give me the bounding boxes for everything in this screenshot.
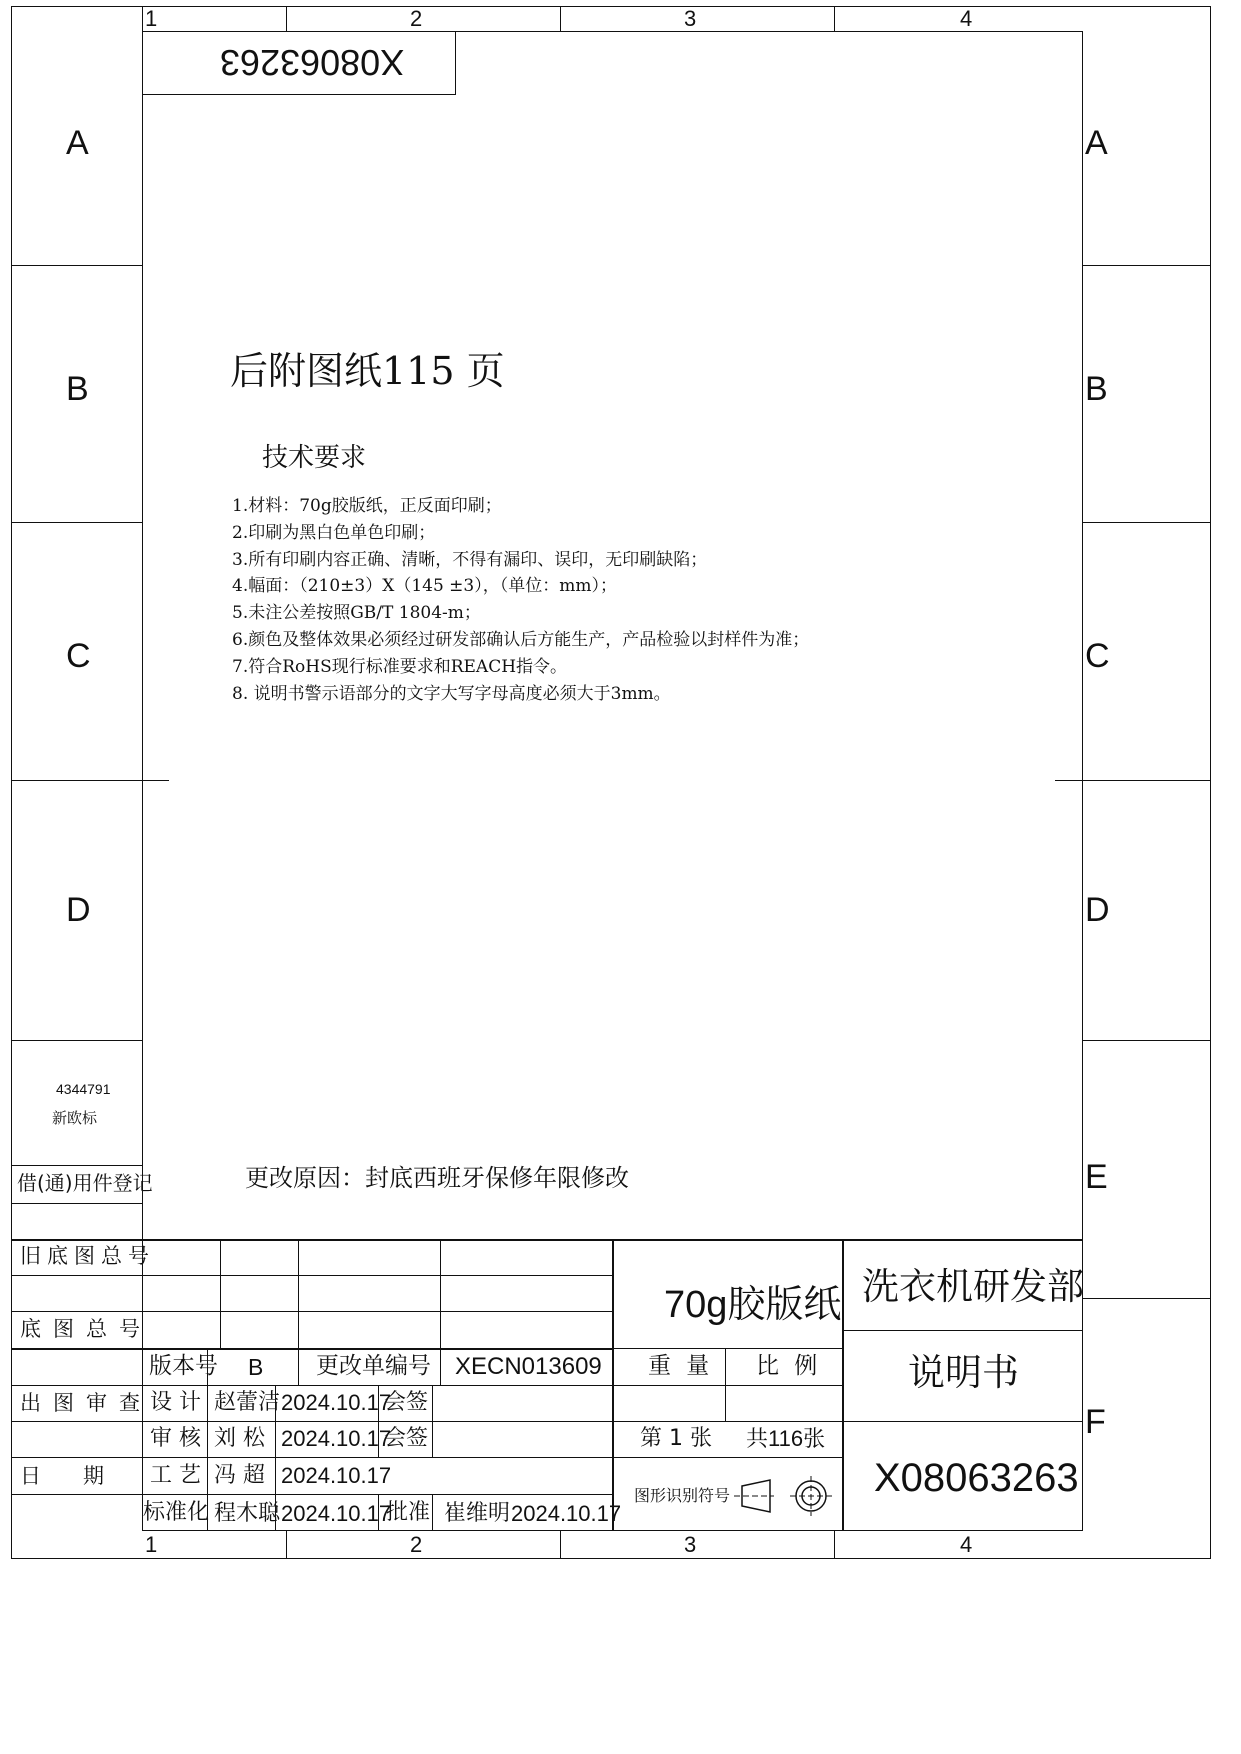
drawing-number-rotated: X08063263 — [220, 42, 405, 83]
countersign-design: 会签 — [384, 1390, 429, 1415]
weight-label: 重 量 — [648, 1353, 714, 1379]
date-label: 日 期 — [20, 1464, 104, 1488]
approver-name: 崔维明 — [444, 1501, 511, 1526]
column-label-4: 4 — [960, 6, 973, 31]
column-label-4-bottom: 4 — [960, 1532, 973, 1557]
side-standard: 新欧标 — [52, 1109, 98, 1127]
version-value: B — [248, 1354, 264, 1380]
document-name: 说明书 — [908, 1351, 1019, 1394]
requirement-item: 3.所有印刷内容正确、清晰，不得有漏印、误印，无印刷缺陷； — [232, 549, 708, 570]
projection-symbol-icon — [730, 1474, 840, 1518]
countersign-review: 会签 — [384, 1426, 429, 1451]
row-label-a: A — [66, 124, 89, 162]
sheet-number: 第 1 张 — [640, 1426, 712, 1451]
role-process: 工 艺 — [150, 1463, 201, 1488]
column-label-2-bottom: 2 — [410, 1532, 423, 1557]
sheet-total: 共116张 — [746, 1426, 826, 1451]
row-label-c-right: C — [1085, 637, 1110, 675]
base-number-label: 底图总号 — [20, 1317, 152, 1341]
drawing-review-label: 出图审查 — [20, 1391, 152, 1415]
requirement-item: 5.未注公差按照GB/T 1804-m； — [232, 603, 481, 624]
date-design: 2024.10.17 — [281, 1390, 392, 1415]
name-standardization: 程木聪 — [214, 1501, 281, 1526]
change-number-value: XECN013609 — [455, 1353, 602, 1380]
row-label-a-right: A — [1085, 124, 1108, 162]
date-review: 2024.10.17 — [281, 1426, 392, 1451]
requirement-item: 2.印刷为黑白色单色印刷； — [232, 522, 436, 543]
column-label-3: 3 — [684, 6, 697, 31]
requirement-item: 6.颜色及整体效果必须经过研发部确认后方能生产，产品检验以封样件为准； — [232, 629, 810, 650]
requirement-item: 4.幅面：（210±3）X（145 ±3），（单位：mm）； — [232, 576, 617, 597]
tech-requirements-heading: 技术要求 — [262, 443, 367, 473]
date-process: 2024.10.17 — [281, 1463, 392, 1488]
role-standardization: 标准化 — [143, 1500, 210, 1525]
symbol-label: 图形识别符号 — [634, 1486, 731, 1505]
row-label-f-right: F — [1085, 1403, 1106, 1441]
requirement-item: 8. 说明书警示语部分的文字大写字母高度必须大于3mm。 — [232, 683, 671, 704]
role-review: 审 核 — [150, 1426, 201, 1451]
name-review: 刘 松 — [214, 1426, 265, 1451]
column-label-2: 2 — [410, 6, 423, 31]
row-label-c: C — [66, 637, 91, 675]
requirement-item: 7.符合RoHS现行标准要求和REACH指令。 — [232, 656, 568, 677]
change-number-label: 更改单编号 — [316, 1353, 431, 1379]
requirement-item: 1.材料：70g胶版纸，正反面印刷； — [232, 496, 502, 516]
name-design: 赵蕾洁 — [214, 1390, 281, 1415]
version-label: 版本号 — [149, 1353, 218, 1379]
row-label-b: B — [66, 370, 89, 408]
old-base-number-label: 旧底图总号 — [20, 1244, 155, 1268]
row-label-d-right: D — [1085, 891, 1110, 929]
approver-date: 2024.10.17 — [511, 1501, 622, 1526]
scale-label: 比 例 — [756, 1353, 822, 1379]
column-label-1: 1 — [145, 6, 158, 31]
column-label-3-bottom: 3 — [684, 1532, 697, 1557]
side-code: 4344791 — [56, 1081, 111, 1097]
drawing-number: X08063263 — [874, 1456, 1079, 1500]
row-label-e-right: E — [1085, 1158, 1108, 1196]
material-label: 70g胶版纸 — [664, 1284, 842, 1326]
role-design: 设 计 — [150, 1390, 201, 1415]
department-name: 洗衣机研发部 — [862, 1265, 1084, 1308]
column-label-1-bottom: 1 — [145, 1532, 158, 1557]
attached-pages-note: 后附图纸115 页 — [230, 349, 505, 393]
change-reason: 更改原因：封底西班牙保修年限修改 — [245, 1164, 629, 1192]
row-label-b-right: B — [1085, 370, 1108, 408]
borrow-register-label: 借(通)用件登记 — [17, 1171, 153, 1195]
name-process: 冯 超 — [214, 1463, 265, 1488]
approve-label: 批准 — [386, 1500, 431, 1525]
row-label-d: D — [66, 891, 91, 929]
date-standardization: 2024.10.17 — [281, 1501, 392, 1526]
tech-requirements-list — [232, 493, 809, 707]
